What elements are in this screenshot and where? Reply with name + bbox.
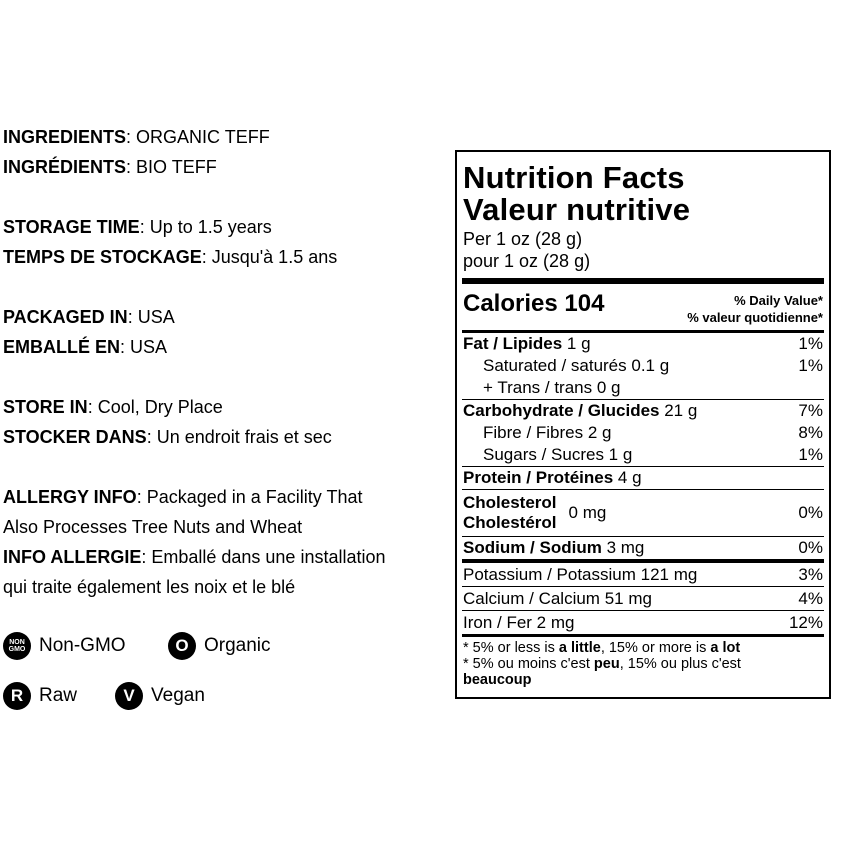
storage-en: STORAGE TIME: Up to 1.5 years — [3, 217, 272, 237]
allergy-en-cont: Also Processes Tree Nuts and Wheat — [3, 517, 303, 537]
daily-value-header: % Daily Value* % valeur quotidienne* — [687, 293, 823, 325]
ingredients-fr: INGRÉDIENTS: BIO TEFF — [3, 157, 217, 177]
saturated-row: Saturated / saturés 0.1 g 1% — [483, 356, 823, 375]
footnote-en: * 5% or less is a little, 15% or more is a lot — [463, 640, 741, 656]
calories-row — [463, 288, 823, 330]
storage-fr: TEMPS DE STOCKAGE: Jusqu'à 1.5 ans — [3, 247, 338, 267]
trans-row: + Trans / trans 0 g — [483, 378, 621, 397]
protein-row: Protein / Protéines 4 g — [463, 468, 642, 487]
calcium-row: Calcium / Calcium 51 mg 4% — [463, 589, 823, 608]
iron-row: Iron / Fer 2 mg 12% — [463, 613, 823, 632]
nutrition-title-fr: Valeur nutritive — [463, 192, 691, 227]
footnote-fr: * 5% ou moins c'est peu, 15% ou plus c'est — [463, 656, 741, 672]
potassium-row: Potassium / Potassium 121 mg 3% — [463, 565, 823, 584]
badge-non-gmo: NON GMO Non-GMO — [3, 632, 126, 660]
badge-organic: O Organic — [168, 632, 271, 660]
sodium-row: Sodium / Sodium 3 mg 0% — [463, 538, 823, 557]
sugars-row: Sugars / Sucres 1 g 1% — [483, 445, 823, 464]
packaged-fr: EMBALLÉ EN: USA — [3, 337, 168, 357]
nutrition-title-en: Nutrition Facts — [463, 160, 685, 195]
calories-label: Calories — [463, 290, 558, 317]
badge-vegan: V Vegan — [115, 682, 205, 710]
footnote: * 5% or less is a little, 15% or more is a lot * 5% ou moins c'est peu, 15% ou plus c'est beaucoup — [463, 640, 823, 688]
ingredients-en: INGREDIENTS: ORGANIC TEFF — [3, 127, 270, 147]
nutrition-facts-panel — [455, 150, 831, 699]
carbohydrate-row: Carbohydrate / Glucides 21 g 7% — [463, 401, 823, 420]
store-en: STORE IN: Cool, Dry Place — [3, 397, 223, 417]
serving-size-en: Per 1 oz (28 g) — [463, 229, 583, 249]
store-fr: STOCKER DANS: Un endroit frais et sec — [3, 427, 332, 447]
serving-size-fr: pour 1 oz (28 g) — [463, 251, 591, 271]
badge-raw: R Raw — [3, 682, 77, 710]
fibre-row: Fibre / Fibres 2 g 8% — [483, 423, 823, 442]
product-info — [3, 122, 386, 602]
allergy-en: ALLERGY INFO: Packaged in a Facility That — [3, 487, 363, 507]
organic-icon: O — [168, 632, 196, 660]
packaged-en: PACKAGED IN: USA — [3, 307, 175, 327]
raw-icon: R — [3, 682, 31, 710]
calories-value: 104 — [564, 290, 605, 317]
non-gmo-icon: NON GMO — [3, 632, 31, 660]
allergy-fr-cont: qui traite également les noix et le blé — [3, 577, 296, 597]
allergy-fr: INFO ALLERGIE: Emballé dans une installation — [3, 547, 386, 567]
vegan-icon: V — [115, 682, 143, 710]
divider-thick — [462, 278, 824, 284]
cholesterol-row: Cholesterol Cholestérol 0 mg 0% — [463, 493, 823, 532]
fat-row: Fat / Lipides 1 g 1% — [463, 334, 823, 353]
